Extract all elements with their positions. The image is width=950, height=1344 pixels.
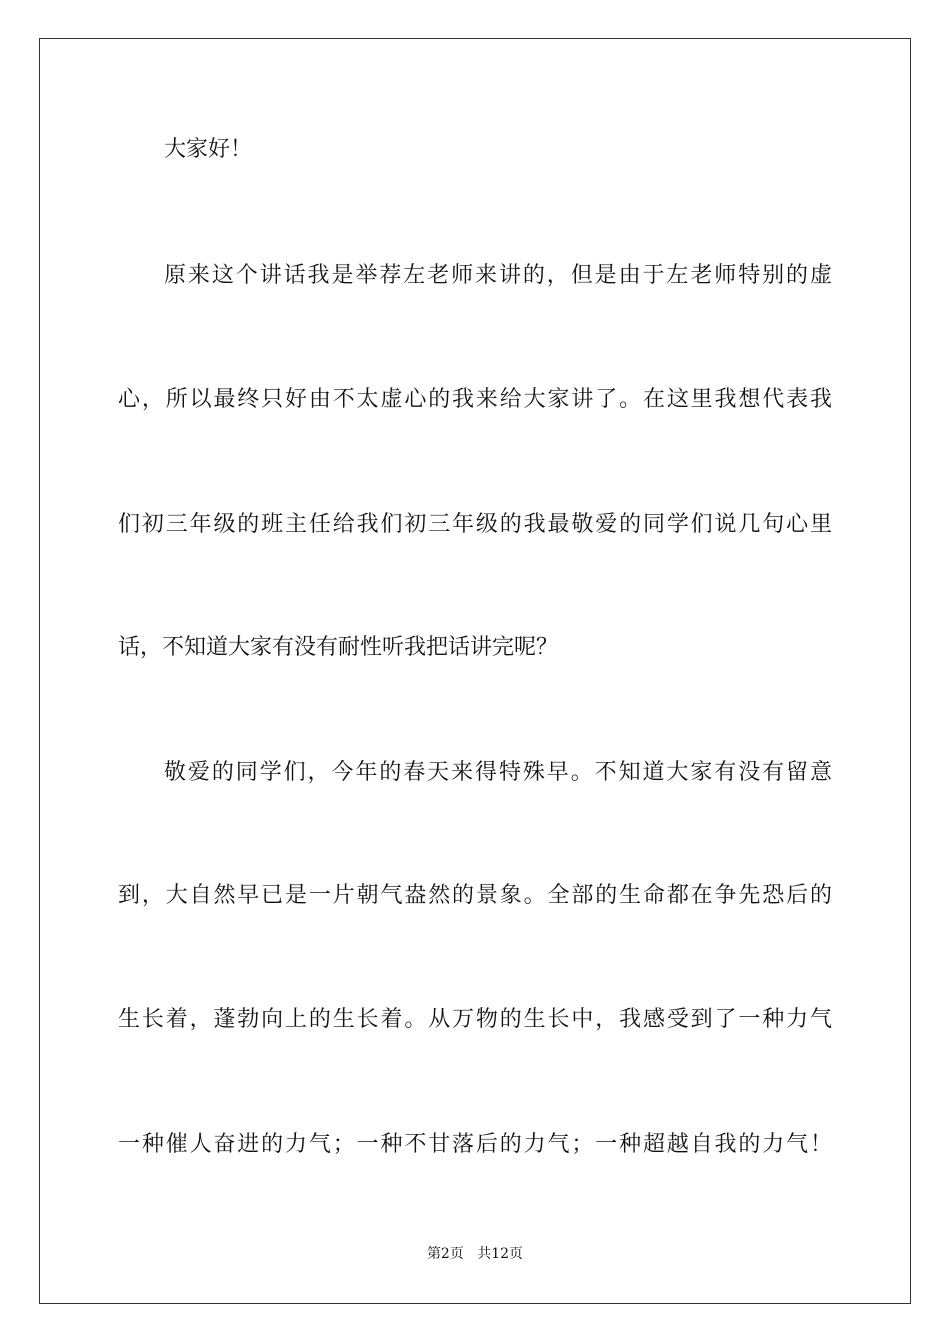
- greeting-line: 大家好！: [164, 137, 253, 162]
- total-pages: 共12页: [477, 1246, 524, 1262]
- paragraph-2-line-2: 到，大自然早已是一片朝气盎然的景象。全部的生命都在争先恐后的: [118, 883, 832, 908]
- paragraph-2-line-4: 一种催人奋进的力气；一种不甘落后的力气；一种超越自我的力气！: [118, 1132, 832, 1157]
- paragraph-1-line-3: 们初三年级的班主任给我们初三年级的我最敬爱的同学们说几句心里: [118, 512, 832, 537]
- page-number: 第2页: [426, 1246, 464, 1262]
- paragraph-2-line-1: 敬爱的同学们，今年的春天来得特殊早。不知道大家有没有留意: [164, 760, 832, 785]
- paragraph-1-line-1: 原来这个讲话我是举荐左老师来讲的，但是由于左老师特别的虚: [164, 263, 832, 288]
- paragraph-1-line-4: 话，不知道大家有没有耐性听我把话讲完呢？: [118, 635, 559, 660]
- paragraph-1-line-2: 心，所以最终只好由不太虚心的我来给大家讲了。在这里我想代表我: [118, 387, 832, 412]
- page-footer: [0, 1243, 950, 1263]
- page-border: [39, 38, 911, 1304]
- paragraph-2-line-3: 生长着，蓬勃向上的生长着。从万物的生长中，我感受到了一种力气: [118, 1007, 832, 1032]
